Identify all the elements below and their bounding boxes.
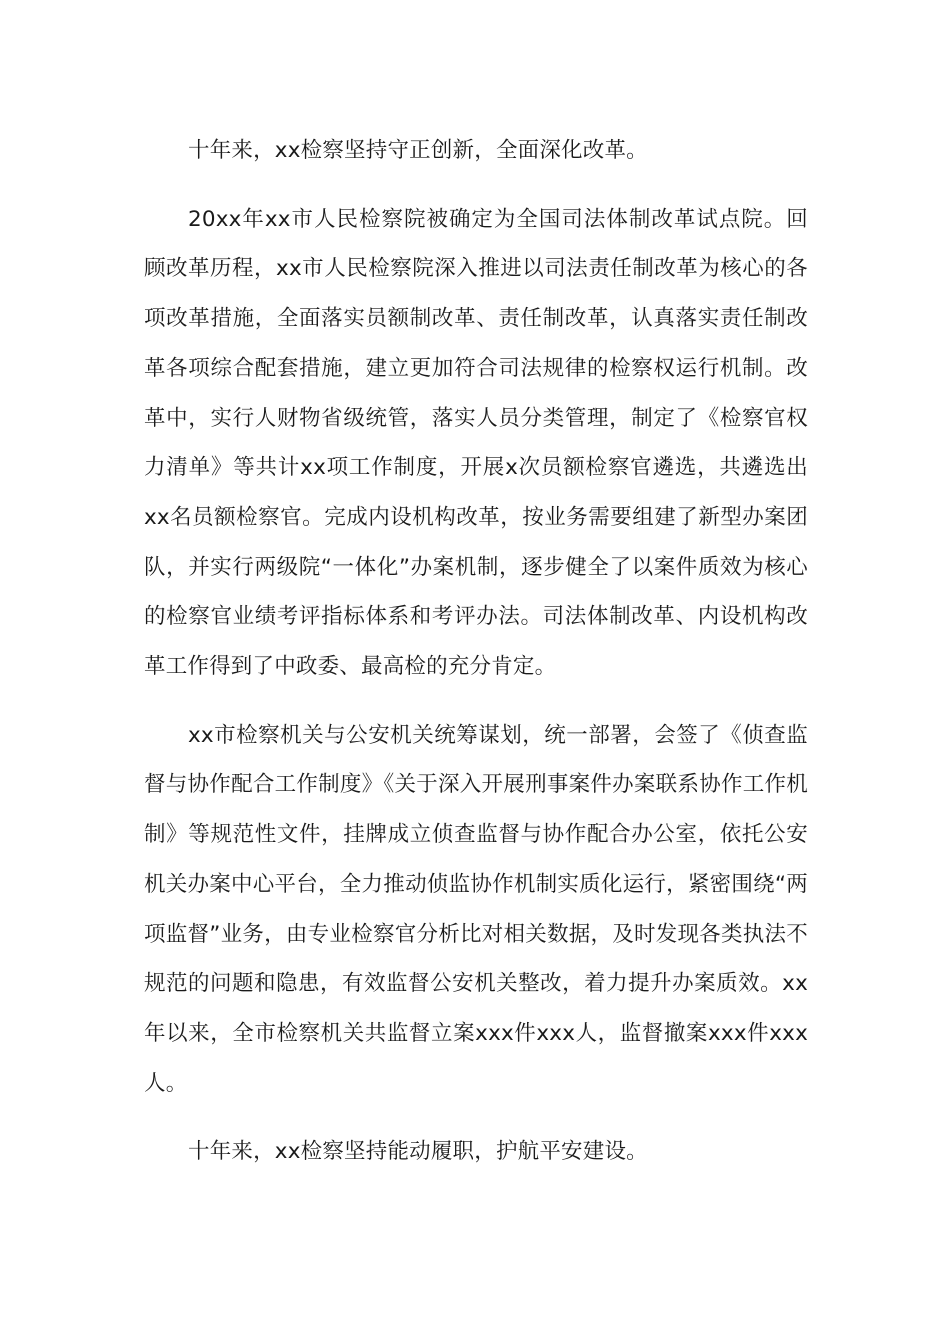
paragraph-heading-reform: 十年来，xx检察坚持守正创新，全面深化改革。 [188,138,648,163]
paragraph-heading-safety: 十年来，xx检察坚持能动履职，护航平安建设。 [188,1139,648,1165]
paragraph-judicial-reform: 20xx年xx市人民检察院被确定为全国司法体制改革试点院。回顾改革历程，xx市人民检察院深入推进以司法责任制改革为核心的各项改革措施，全面落实员额制改革、责任制改革，认真落实责任制改革各项综合配套措施，建立更加符合司法规律的检察权运行机制。改革中，实行人财物省级统管，落实人员分类管理，制定了《检察官权力清单》等共计xx项工作制度，开展x次员额检察官遴选，共遴选出xx名员额检察官。完成内设机构改革，按业务需要组建了新型办案团队，并实行两级院“一体化”办案机制，逐步健全了以案件质效为核心的检察官业绩考评指标体系和考评办法。司法体制改革、内设机构改革工作得到了中政委、最高检的充分肯定。 [144,206,808,680]
document-body [144,126,808,1177]
paragraph-police-cooperation: xx市检察机关与公安机关统筹谋划，统一部署，会签了《侦查监督与协作配合工作制度》《关于深入开展刑事案件办案联系协作工作机制》等规范性文件，挂牌成立侦查监督与协作配合办公室，依托公安机关办案中心平台，全力推动侦监协作机制实质化运行，紧密围绕“两项监督”业务，由专业检察官分析比对相关数据，及时发现各类执法不规范的问题和隐患，有效监督公安机关整改，着力提升办案质效。xx年以来，全市检察机关共监督立案xxx件xxx人，监督撤案xxx件xxx人。 [144,722,808,1096]
